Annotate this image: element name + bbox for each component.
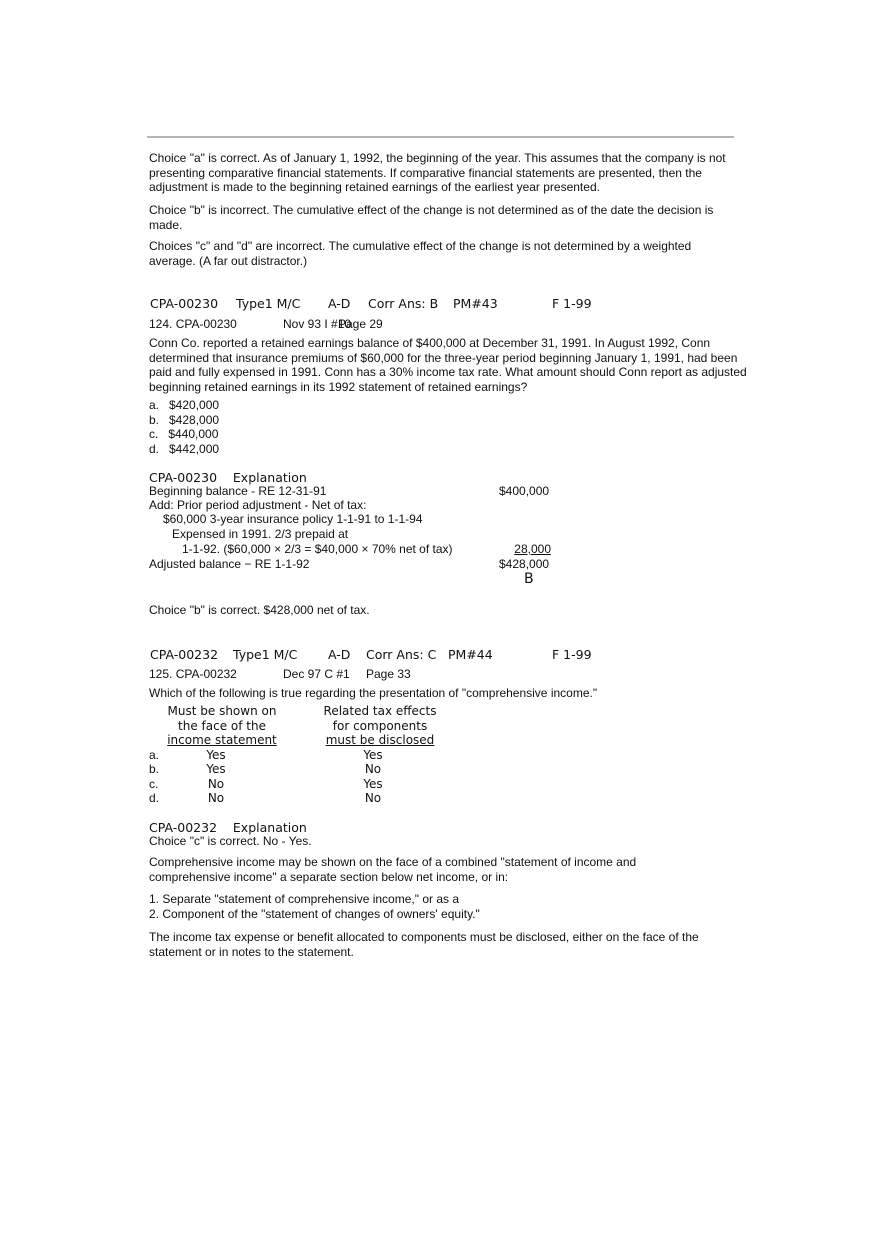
choice-c: c. $440,000 (149, 427, 219, 441)
header-line: Related tax effects (323, 704, 437, 718)
intro-para-1: Choice "a" is correct. As of January 1, 1992, the beginning of the year. This assumes that the company is not presenting comparative financial statements. If comparative financial statements are presented, then the adjustment is made to the beginning retained earnings of the earliest year presented. (149, 151, 726, 194)
computation-amount: 28,000 (514, 542, 551, 556)
exam-reference: Dec 97 C #1 (283, 667, 350, 681)
row-col2: Yes (363, 777, 383, 791)
row-col1: No (207, 777, 225, 791)
question-range: A-D (328, 647, 351, 662)
choice-b: b. $428,000 (149, 412, 220, 427)
explanation-para-1: Comprehensive income may be shown on the face of a combined "statement of income and comprehensive income" a separate section below net income, or in: (149, 855, 637, 884)
row-col2: No (364, 762, 382, 776)
header-line: Must be shown on (167, 704, 277, 718)
intro-para-3: Choices "c" and "d" are incorrect. The cumulative effect of the change is not determined by a weighted average. (A far out distractor.) (149, 239, 692, 268)
question-text: Conn Co. reported a retained earnings balance of $400,000 at December 31, 1991. In August 1992, Conn determined that insurance premiums of $60,000 for the three-year period beginning January 1, 1991, had been paid and fully expensed in 1991. Conn has a 30% income tax rate. What amount should Conn report as adjusted beginning retained earnings in its 1992 statement of retained earnings? (149, 336, 747, 394)
row-label: a. (149, 748, 160, 762)
header-line: income statement (167, 733, 277, 747)
form-code: F 1-99 (552, 647, 592, 662)
correct-answer: Corr Ans: C (366, 647, 437, 662)
correct-answer: Corr Ans: B (368, 296, 439, 311)
computation-line: Add: Prior period adjustment - Net of tax: (149, 498, 367, 512)
row-col1: Yes (206, 748, 226, 762)
row-label: c. (149, 777, 159, 791)
top-rule (147, 136, 734, 138)
column-header-income-statement (152, 704, 292, 748)
computation-line: Expensed in 1991. 2/3 prepaid at (172, 527, 349, 541)
computation-amount: $400,000 (499, 484, 550, 498)
explanation-list (149, 892, 741, 921)
question-id: CPA-00230 (150, 296, 219, 311)
question-number: 125. CPA-00232 (149, 667, 237, 681)
list-item: 1. Separate "statement of comprehensive income," or as a (149, 892, 460, 906)
page-reference: Page 33 (366, 667, 411, 681)
intro-para-2: Choice "b" is incorrect. The cumulative effect of the change is not determined as of the date the decision is made. (149, 203, 714, 232)
choice-a: a. $420,000 (149, 398, 220, 412)
question-type: Type1 M/C (236, 296, 301, 311)
header-line: must be disclosed (325, 733, 435, 747)
pm-number: PM#43 (453, 296, 498, 311)
computation-total: $428,000 (499, 557, 550, 571)
column-header-tax-effects (310, 704, 450, 748)
row-label: b. (149, 762, 160, 776)
row-col2: No (364, 791, 382, 805)
header-line: the face of the (178, 718, 266, 733)
answer-letter: B (524, 571, 534, 587)
question-type: Type1 M/C (233, 647, 298, 662)
question-number: 124. CPA-00230 (149, 317, 237, 331)
row-label: d. (149, 791, 160, 805)
row-col1: Yes (206, 762, 226, 776)
header-line: for components (332, 718, 428, 733)
computation-line: Adjusted balance − RE 1-1-92 (149, 557, 310, 571)
row-col2: Yes (363, 748, 383, 762)
exam-reference: Nov 93 I #10 (283, 317, 352, 331)
pm-number: PM#44 (448, 647, 493, 662)
choice-d: d. $442,000 (149, 441, 220, 456)
explanation-title: CPA-00232 Explanation (149, 820, 307, 835)
answer-statement: Choice "c" is correct. No - Yes. (149, 834, 312, 848)
computation-line: $60,000 3-year insurance policy 1-1-91 to 1-1-94 (163, 512, 423, 526)
answer-choices (149, 398, 741, 456)
question-id: CPA-00232 (150, 647, 219, 662)
conclusion: Choice "b" is correct. $428,000 net of tax. (149, 603, 370, 617)
list-item: 2. Component of the "statement of changes of owners' equity." (149, 906, 480, 921)
explanation-title: CPA-00230 Explanation (149, 470, 307, 485)
page-reference: Page 29 (338, 317, 383, 331)
question-range: A-D (328, 296, 351, 311)
row-col1: No (207, 791, 225, 805)
explanation-para-2: The income tax expense or benefit allocated to components must be disclosed, either on the face of the statement or in notes to the statement. (149, 930, 699, 959)
question-text: Which of the following is true regarding the presentation of "comprehensive income." (149, 686, 598, 700)
form-code: F 1-99 (552, 296, 592, 311)
computation-line: 1-1-92. ($60,000 × 2/3 = $40,000 × 70% net of tax) (182, 542, 453, 556)
computation-line: Beginning balance - RE 12-31-91 (149, 484, 327, 498)
